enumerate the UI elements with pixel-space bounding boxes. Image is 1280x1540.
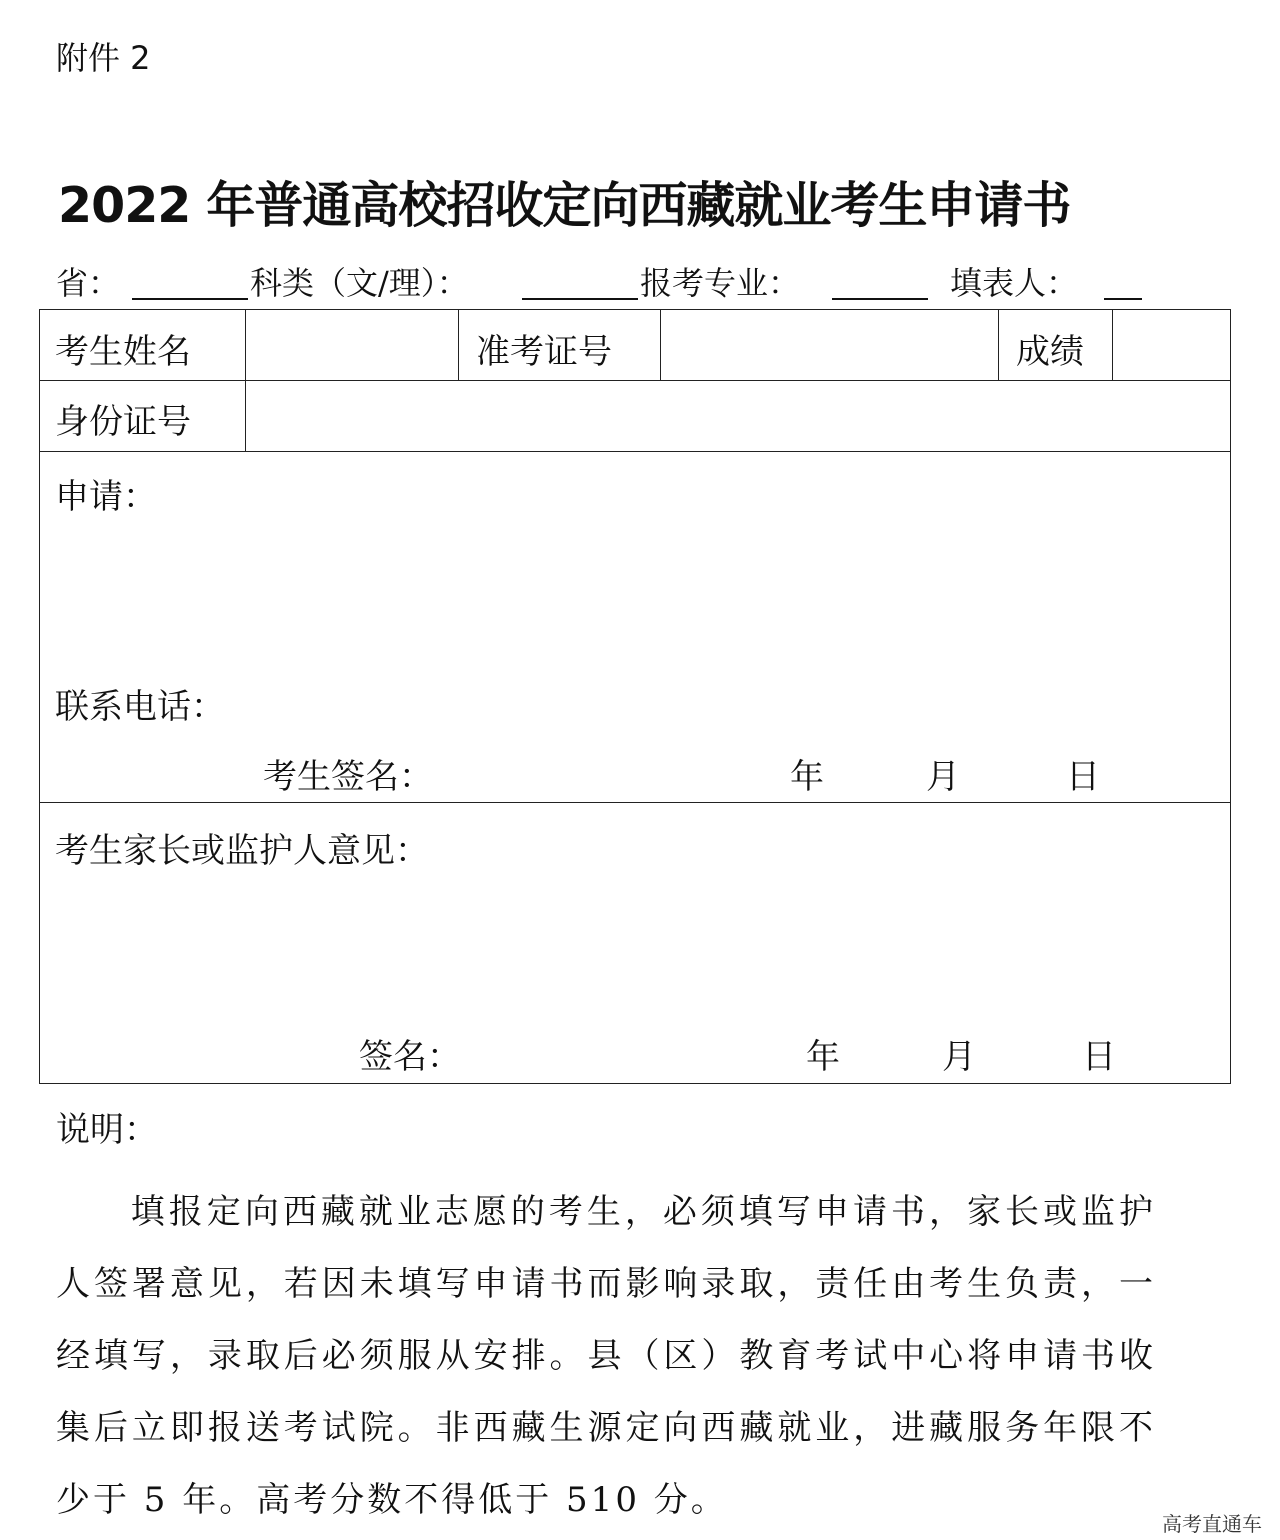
major-label: 报考专业：: [640, 264, 801, 302]
attachment-label: 附件 2: [56, 39, 151, 77]
guardian-signature-label: 签名：: [359, 1037, 461, 1077]
application-label: 申请：: [55, 477, 157, 517]
column-divider: [1112, 310, 1113, 380]
column-divider: [998, 310, 999, 380]
filler-label: 填表人：: [950, 264, 1079, 302]
province-blank[interactable]: [132, 298, 248, 300]
application-form: [39, 309, 1231, 1084]
column-divider: [245, 380, 246, 451]
student-signature-label: 考生签名：: [263, 757, 433, 797]
column-divider: [245, 310, 246, 380]
subject-type-label: 科类（文/理）：: [250, 264, 469, 302]
student-sign-month: 月: [926, 757, 960, 797]
student-sign-year: 年: [790, 757, 824, 797]
ticket-label: 准考证号: [476, 332, 612, 372]
ticket-input-cell[interactable]: [662, 310, 998, 380]
student-sign-day: 日: [1066, 757, 1100, 797]
row-divider: [40, 802, 1230, 803]
guardian-sign-day: 日: [1082, 1037, 1116, 1077]
watermark: 高考直通车: [1162, 1512, 1262, 1536]
name-input-cell[interactable]: [247, 310, 458, 380]
row-divider: [40, 451, 1230, 452]
guardian-opinion-label: 考生家长或监护人意见：: [55, 831, 429, 871]
column-divider: [458, 310, 459, 380]
name-label: 考生姓名: [55, 332, 191, 372]
score-label: 成绩: [1016, 332, 1084, 372]
guardian-sign-year: 年: [806, 1037, 840, 1077]
notes-body: 填报定向西藏就业志愿的考生，必须填写申请书，家长或监护人签署意见，若因未填写申请书而影响录取，责任由考生负责，一经填写，录取后必须服从安排。县（区）教育考试中心将申请书收集后立即报送考试院。非西藏生源定向西藏就业，进藏服务年限不少于 5 年。高考分数不得低于 510 分。: [56, 1192, 1156, 1520]
notes-title: 说明：: [56, 1110, 158, 1150]
document-title: 2022 年普通高校招收定向西藏就业考生申请书: [58, 177, 1071, 234]
score-input-cell[interactable]: [1114, 310, 1229, 380]
phone-label: 联系电话：: [55, 687, 225, 727]
major-blank[interactable]: [832, 298, 928, 300]
column-divider: [660, 310, 661, 380]
guardian-sign-month: 月: [942, 1037, 976, 1077]
filler-blank[interactable]: [1104, 298, 1142, 300]
subject-type-blank[interactable]: [522, 298, 638, 300]
province-label: 省：: [56, 264, 121, 302]
id-input-cell[interactable]: [247, 381, 1229, 451]
id-label: 身份证号: [55, 402, 191, 442]
